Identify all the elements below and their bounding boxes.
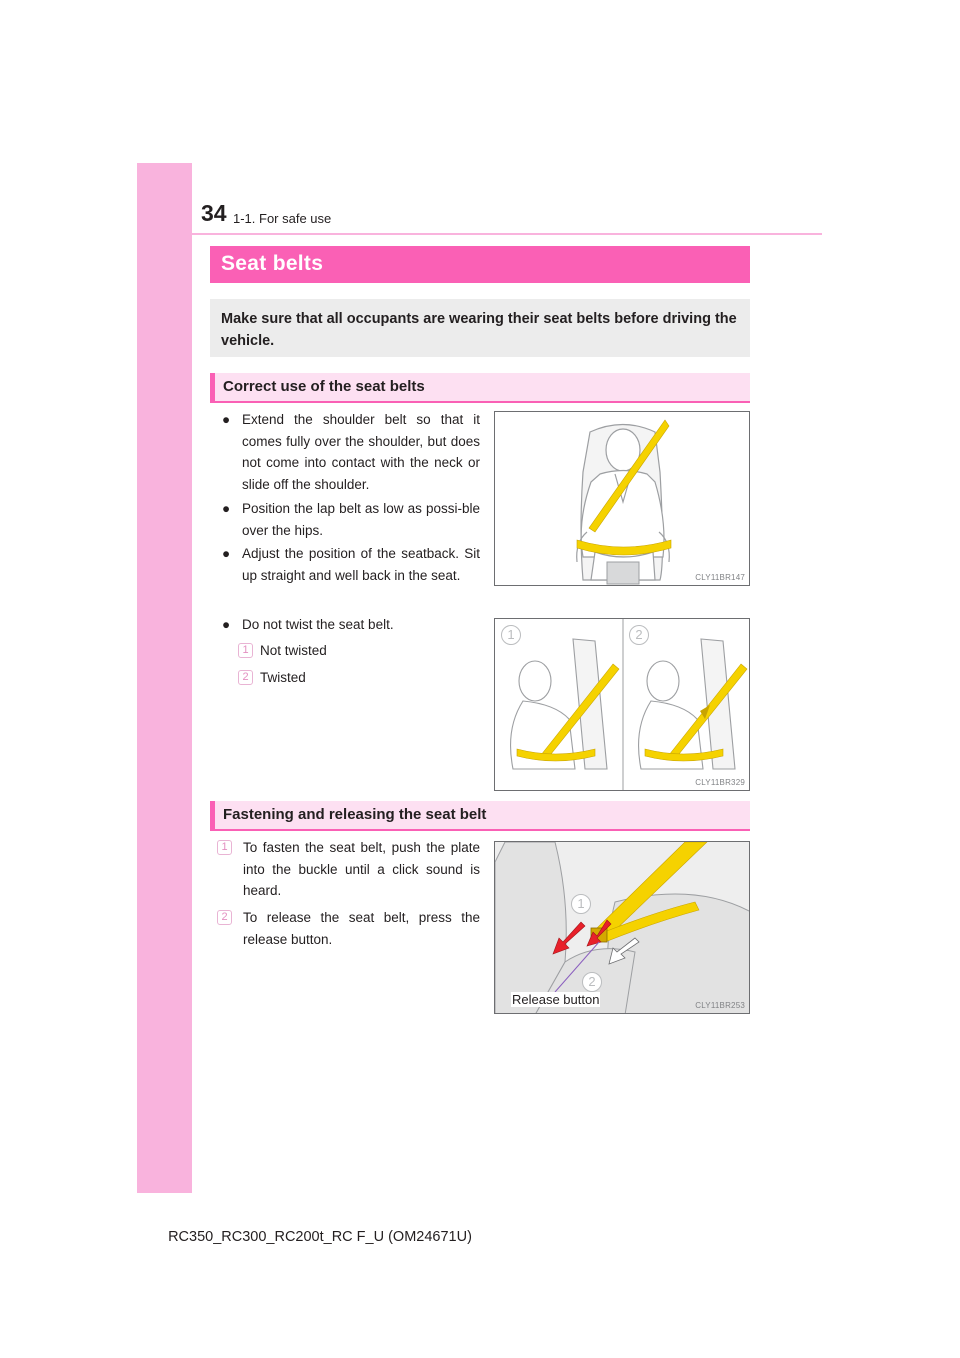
step-text: To fasten the seat belt, push the plate into the buckle until a click sound is heard.: [243, 840, 480, 898]
list-item: [238, 667, 480, 689]
subheading-fastening-label: Fastening and releasing the seat belt: [223, 806, 487, 823]
number-badge: 2: [238, 670, 253, 685]
step-item: [217, 837, 480, 902]
seated-occupant-illustration: [494, 411, 750, 586]
number-badge: 2: [217, 910, 232, 925]
figure-code: CLY11BR253: [695, 1001, 745, 1010]
bullet-text: Position the lap belt as low as possi-ble over the hips.: [242, 501, 480, 538]
list-item-label: Twisted: [260, 670, 306, 685]
bullet-item: [222, 409, 480, 495]
page-number: 34: [201, 200, 227, 226]
subheading-fastening: [210, 801, 750, 831]
figure-number-badge: 2: [629, 625, 649, 645]
seated-occupant-drawing: [495, 412, 750, 586]
bullet-dot-icon: ●: [222, 617, 231, 632]
section-label: 1-1. For safe use: [233, 211, 332, 226]
release-button-callout: Release button: [512, 992, 600, 1007]
bullet-dot-icon: ●: [222, 501, 231, 516]
buckle-drawing: [495, 842, 750, 1014]
bullet-text: Do not twist the seat belt.: [242, 617, 394, 632]
chapter-sidebar-tab: [137, 163, 192, 1193]
number-badge: 1: [217, 840, 232, 855]
bullet-item: [222, 614, 480, 636]
figure-code: CLY11BR147: [695, 573, 745, 582]
bullet-dot-icon: ●: [222, 412, 231, 427]
step-item: [217, 907, 480, 950]
subheading-correct-use: [210, 373, 750, 403]
page-title: Seat belts: [221, 252, 324, 275]
footer-model-code: RC350_RC300_RC200t_RC F_U (OM24671U): [168, 1229, 472, 1245]
bullet-text: Adjust the position of the seatback. Sit up straight and well back in the seat.: [242, 546, 480, 583]
bullet-text: Extend the shoulder belt so that it comes fully over the shoulder, but does not come into contact with the neck or slide off the shoulder.: [242, 412, 480, 492]
bullet-dot-icon: ●: [222, 546, 231, 561]
page-title-bar: [210, 246, 750, 283]
intro-box: [210, 299, 750, 357]
intro-text: Make sure that all occupants are wearing their seat belts before driving the vehicle.: [221, 311, 737, 349]
number-badge: 1: [238, 643, 253, 658]
figure-code: CLY11BR329: [695, 778, 745, 787]
bullet-item: [222, 543, 480, 586]
subheading-correct-use-label: Correct use of the seat belts: [223, 378, 425, 395]
list-item-label: Not twisted: [260, 643, 327, 658]
figure-number-badge: 2: [582, 972, 602, 992]
figure-number-badge: 1: [571, 894, 591, 914]
list-item: [238, 640, 480, 662]
step-text: To release the seat belt, press the release button.: [243, 910, 480, 947]
figure-number-badge: 1: [501, 625, 521, 645]
buckle-illustration: [494, 841, 750, 1014]
belt-twist-drawing: [495, 619, 750, 791]
header-rule: [192, 233, 822, 235]
belt-twist-illustration: [494, 618, 750, 791]
bullet-item: [222, 498, 480, 541]
